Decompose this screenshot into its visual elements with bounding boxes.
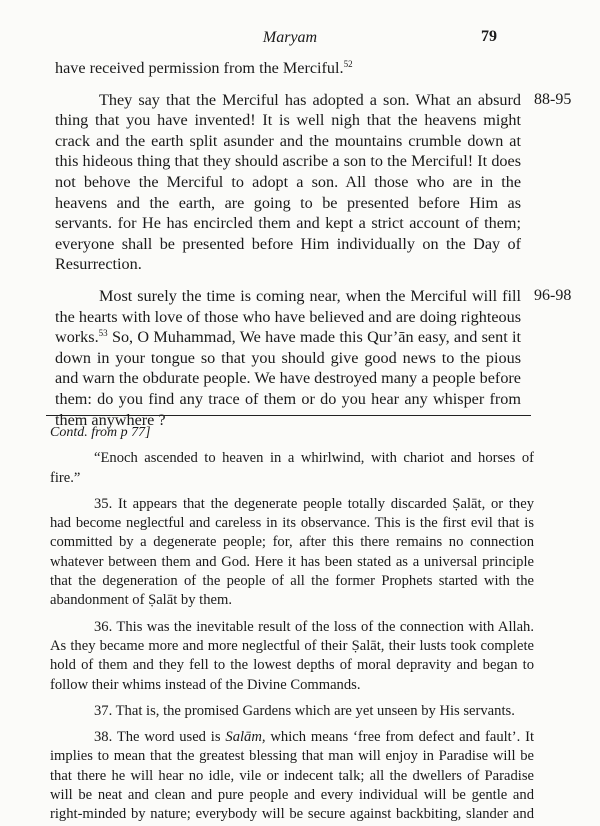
passage-96-98 [55,286,572,430]
footnote-number: 35. [94,495,113,512]
passage-88-95 [55,90,572,275]
footnote-37 [50,702,534,721]
main-text [55,58,572,430]
arabic-term: Salām, [225,729,266,746]
footnote-text: This was the inevitable result of the loss of the connection with Allah. As they became more and more neglectful of their Ṣalāt, their lusts took complete hold of them and they fell to the lowest depths of moral depravity and began to follow their whims instead of the Divine Commands. [50,618,534,693]
footnote-divider [46,415,531,416]
continuation-text: have received permission from the Merciful. [55,59,344,77]
footnote-38 [50,728,534,824]
footnote-text: That is, the promised Gardens which are yet unseen by His servants. [115,702,515,719]
footnote-number: 37. [94,702,113,719]
passage-text-part: Most surely the time is coming near, when the Merciful will fill the hearts with love of those who have believed and are doing righteous works. [55,286,521,347]
footnote-marker: 53 [98,328,108,339]
page-number: 79 [481,28,497,45]
continued-label: Contd. from p 77] [50,425,151,440]
footnote-text: It appears that the degenerate people totally discarded Ṣalāt, or they had become neglectful and careless in its observance. This is the first evil that is committed by a degenerate people; for, after this there remains no connection whatever between them and God. Here it has been stated as a universal principle that the degeneration of the people of all the former Prophets started with the abandonment of Ṣalāt by them. [50,495,534,609]
running-header-title: Maryam [262,29,318,46]
footnote-36 [50,618,534,695]
footnote-number: 36. [94,618,113,635]
passage-text-part: So, O Muhammad, We have made this Qur’ān easy, and sent it down in your tongue so that you should give good news to the pious and warn the obdurate people. We have destroyed many a people before them: do you find any trace of them or do you hear any whisper from them anywhere ? [55,328,521,429]
verse-reference: 96-98 [534,286,572,304]
verse-reference: 88-95 [534,90,572,108]
footnote-35 [50,495,534,611]
footnote-text-part: which means ‘free from defect and fault’. It implies to mean that the greatest blessing that man will enjoy in Paradise will be that there he will hear no idle, vile or indecent talk; all the dwellers of Paradise will be neat and clean and pure people and every individual will be gentle and right-minded by nature; everybody will be secure against backbiting, slander and [50,729,535,823]
footnote-marker: 52 [343,59,353,69]
footnote-text-part: The word used is [116,729,226,746]
footnote-number: 38. [94,729,113,746]
passage-text: They say that the Merciful has adopted a son. What an absurd thing that you have invented! It is well nigh that the heavens might crack and the earth split asunder and the mountains crumble down at this hideous thing that they should ascribe a son to the Merciful! It does not behove the Merciful to adopt a son. All those who are in the heavens and the earth, are going to be presented before Him as servants. for He has encircled them and kept a strict account of them; everyone shall be presented before Him individually on the Day of Resurrection. [55,90,521,274]
footnotes-section [50,423,534,825]
enoch-quote: “Enoch ascended to heaven in a whirlwind, with chariot and horses of fire.” [50,450,534,486]
passage-text [55,286,521,430]
continuation-paragraph [55,58,521,79]
